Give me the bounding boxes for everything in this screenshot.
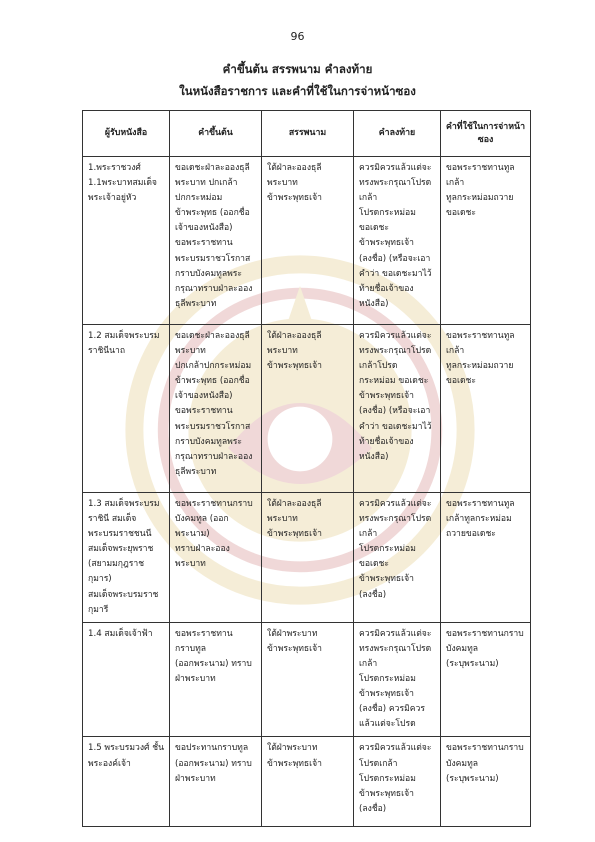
column-header: สรรพนาม — [262, 111, 354, 157]
forms-table — [82, 110, 531, 827]
recipient-cell: 1.3 สมเด็จพระบรมราชินี สมเด็จพระบรมราชชนนี สมเด็จพระยุพราช (สยามมกุฎราชกุมาร) สมเด็จพระบรมราชกุมารี — [83, 493, 170, 623]
column-header: ผู้รับหนังสือ — [83, 111, 170, 157]
closing-cell: ควรมิควรแล้วแต่จะทรงพระกรุณาโปรดเกล้า โปรดกระหม่อม ข้าพระพุทธเจ้า (ลงชื่อ) ควรมิควรแล้วแต่จะโปรด — [354, 622, 441, 737]
pronoun-cell: ใต้ฝ่าละอองธุลีพระบาท ข้าพระพุทธเจ้า — [262, 325, 354, 493]
envelope-cell: ขอพระราชทานทูลเกล้าทูลกระหม่อมถวายขอเดชะ — [441, 493, 531, 623]
opening-cell: ขอเดชะฝ่าละอองธุลีพระบาท ปกเกล้าปกกระหม่อม ข้าพระพุทธ (ออกชื่อเจ้าของหนังสือ) ขอพระราชทานพระบรมราชวโรกาสกราบบังคมทูลพระกรุณาทราบฝ่าละอองธุลีพระบาท — [170, 157, 262, 325]
table-row — [83, 325, 531, 493]
recipient-cell: 1.4 สมเด็จเจ้าฟ้า — [83, 622, 170, 737]
pronoun-cell: ใต้ฝ่าพระบาท ข้าพระพุทธเจ้า — [262, 737, 354, 827]
table-row — [83, 493, 531, 623]
table-row — [83, 622, 531, 737]
recipient-cell: 1.พระราชวงศ์ 1.1พระบาทสมเด็จพระเจ้าอยู่หัว — [83, 157, 170, 325]
page-number: 96 — [290, 30, 305, 43]
recipient-cell: 1.5 พระบรมวงศ์ ชั้นพระองค์เจ้า — [83, 737, 170, 827]
table-row — [83, 157, 531, 325]
pronoun-cell: ใต้ฝ่าละอองธุลีพระบาท ข้าพระพุทธเจ้า — [262, 157, 354, 325]
title-line-2: ในหนังสือราชการ และคำที่ใช้ในการจ่าหน้าซอง — [179, 84, 416, 98]
recipient-cell: 1.2 สมเด็จพระบรมราชินีนาถ — [83, 325, 170, 493]
envelope-cell: ขอพระราชทานทูลเกล้า ทูลกระหม่อมถวายขอเดชะ — [441, 157, 531, 325]
column-header: คำขึ้นต้น — [170, 111, 262, 157]
closing-cell: ควรมิควรแล้วแต่จะทรงพระกรุณาโปรดเกล้า โปรดกระหม่อม ขอเดชะ ข้าพระพุทธเจ้า (ลงชื่อ) — [354, 493, 441, 623]
table-row — [83, 737, 531, 827]
opening-cell: ขอประทานกราบทูล (ออกพระนาม) ทราบฝ่าพระบาท — [170, 737, 262, 827]
page-title — [0, 58, 595, 102]
column-header: คำลงท้าย — [354, 111, 441, 157]
envelope-cell: ขอพระราชทานกราบบังคมทูล (ระบุพระนาม) — [441, 622, 531, 737]
closing-cell: ควรมิควรแล้วแต่จะโปรดเกล้า โปรดกระหม่อม ข้าพระพุทธเจ้า (ลงชื่อ) — [354, 737, 441, 827]
column-header: คำที่ใช้ในการจ่าหน้าซอง — [441, 111, 531, 157]
opening-cell: ขอพระราชทานกราบทูล (ออกพระนาม) ทราบฝ่าพระบาท — [170, 622, 262, 737]
pronoun-cell: ใต้ฝ่าพระบาท ข้าพระพุทธเจ้า — [262, 622, 354, 737]
closing-cell: ควรมิควรแล้วแต่จะทรงพระกรุณาโปรดเกล้าโปรด กระหม่อม ขอเดชะ ข้าพระพุทธเจ้า (ลงชื่อ) (หรือจะเอาคำว่า ขอเดชะมาไว้ท้ายชื่อเจ้าของหนังสือ) — [354, 325, 441, 493]
opening-cell: ขอพระราชทานกราบบังคมทูล (ออกพระนาม) ทราบฝ่าละอองพระบาท — [170, 493, 262, 623]
opening-cell: ขอเดชะฝ่าละอองธุลีพระบาท ปกเกล้าปกกระหม่อม ข้าพระพุทธ (ออกชื่อเจ้าของหนังสือ) ขอพระราชทานพระบรมราชวโรกาสกราบบังคมทูลพระกรุณาทราบฝ่าละอองธุลีพระบาท — [170, 325, 262, 493]
envelope-cell: ขอพระราชทานทูลเกล้า ทูลกระหม่อมถวายขอเดชะ — [441, 325, 531, 493]
table-header-row — [83, 111, 531, 157]
title-line-1: คำขึ้นต้น สรรพนาม คำลงท้าย — [222, 62, 373, 76]
pronoun-cell: ใต้ฝ่าละอองธุลีพระบาท ข้าพระพุทธเจ้า — [262, 493, 354, 623]
closing-cell: ควรมิควรแล้วแต่จะทรงพระกรุณาโปรดเกล้า โปรดกระหม่อม ขอเดชะ ข้าพระพุทธเจ้า (ลงชื่อ) (หรือจะเอาคำว่า ขอเดชะมาไว้ท้ายชื่อเจ้าของหนังสือ) — [354, 157, 441, 325]
envelope-cell: ขอพระราชทานกราบบังคมทูล (ระบุพระนาม) — [441, 737, 531, 827]
